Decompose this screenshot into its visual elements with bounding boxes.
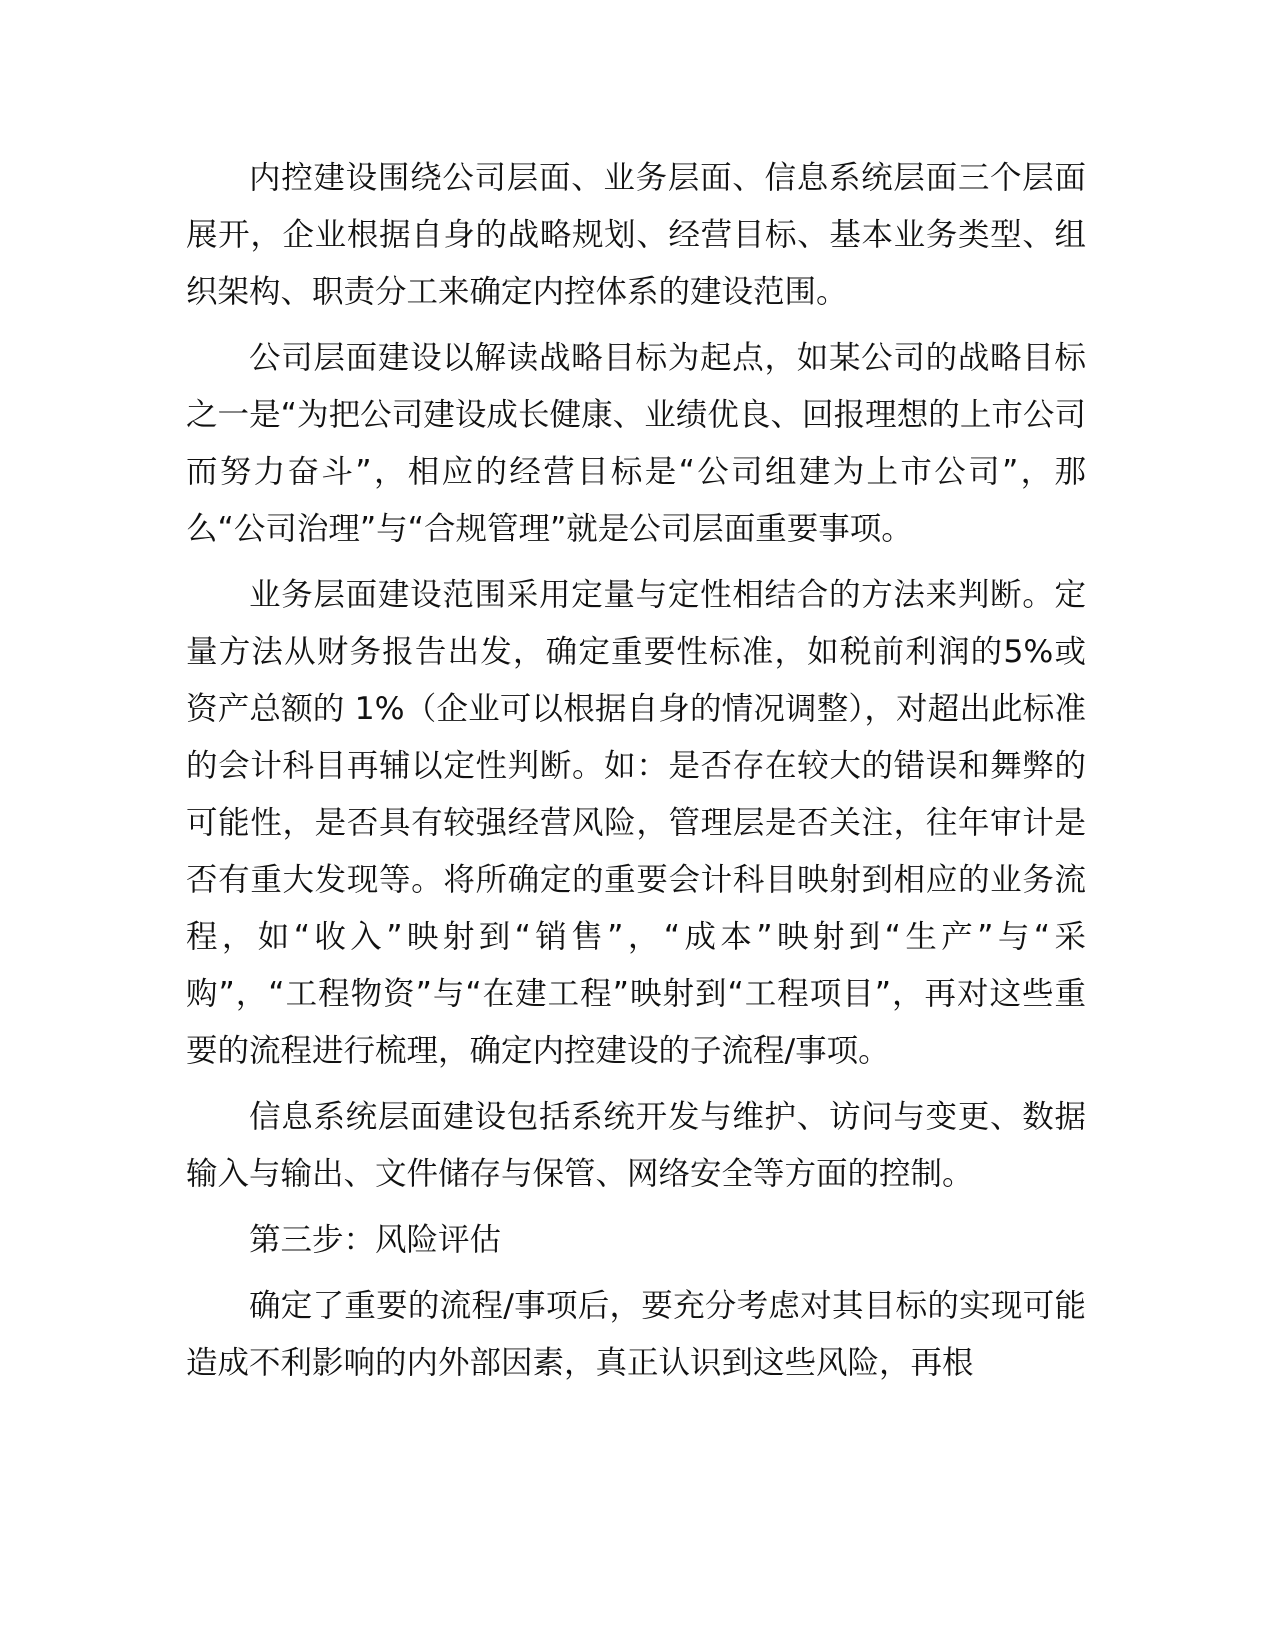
document-body [186,150,1086,1401]
paragraph-business-level: 业务层面建设范围采用定量与定性相结合的方法来判断。定量方法从财务报告出发，确定重要性标准，如税前利润的5%或资产总额的 1%（企业可以根据自身的情况调整），对超出此标准的会计科目再辅以定性判断。如：是否存在较大的错误和舞弊的可能性，是否具有较强经营风险，管理层是否关注，往年审计是否有重大发现等。将所确定的重要会计科目映射到相应的业务流程，如“收入”映射到“销售”，“成本”映射到“生产”与“采购”，“工程物资”与“在建工程”映射到“工程项目”，再对这些重要的流程进行梳理，确定内控建设的子流程/事项。 [186,577,1086,1069]
paragraph-scope-overview: 内控建设围绕公司层面、业务层面、信息系统层面三个层面展开，企业根据自身的战略规划、经营目标、基本业务类型、组织架构、职责分工来确定内控体系的建设范围。 [186,160,1086,310]
paragraph-company-level: 公司层面建设以解读战略目标为起点，如某公司的战略目标之一是“为把公司建设成长健康、业绩优良、回报理想的上市公司而努力奋斗”，相应的经营目标是“公司组建为上市公司”，那么“公司治理”与“合规管理”就是公司层面重要事项。 [186,340,1086,547]
section-heading-step-three: 第三步：风险评估 [249,1222,502,1258]
paragraph-risk-assessment: 确定了重要的流程/事项后，要充分考虑对其目标的实现可能造成不利影响的内外部因素，真正认识到这些风险，再根 [186,1288,1086,1381]
paragraph-information-system-level: 信息系统层面建设包括系统开发与维护、访问与变更、数据输入与输出、文件储存与保管、网络安全等方面的控制。 [186,1099,1086,1192]
